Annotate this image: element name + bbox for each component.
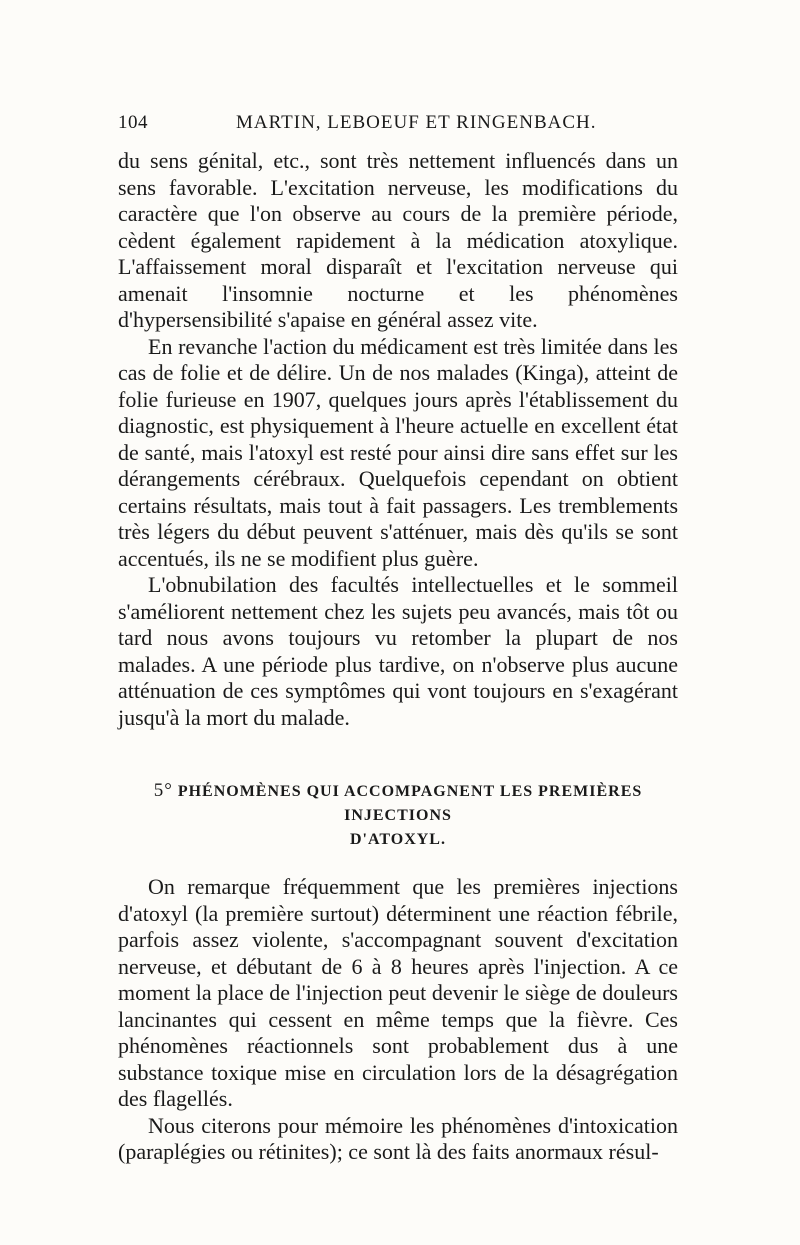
body-text bbox=[118, 148, 678, 1166]
section-heading bbox=[118, 779, 678, 852]
section-title-line2: D'ATOXYL. bbox=[350, 831, 446, 848]
section-title-line1: PHÉNOMÈNES QUI ACCOMPAGNENT LES PREMIÈRES INJECTIONS bbox=[177, 783, 643, 824]
section-number: 5° bbox=[153, 780, 173, 801]
paragraph: On remarque fréquemment que les premières injections d'atoxyl (la première surtout) déterminent une réaction fébrile, parfois assez violente, s'accompagnant souvent d'excitation nerveuse, et débutant de 6 à 8 heures après l'injection. A ce moment la place de l'injection peut devenir le siège de douleurs lancinantes qui cessent en même temps que la fièvre. Ces phénomènes réactionnels sont probablement dus à une substance toxique mise en circulation lors de la désagrégation des flagellés. bbox=[118, 874, 678, 1111]
page-number: 104 bbox=[118, 112, 148, 133]
paragraph: En revanche l'action du médicament est très limitée dans les cas de folie et de délire. Un de nos malades (Kinga), atteint de folie furieuse en 1907, quelques jours après l'établissement du diagnostic, est physiquement à l'heure actuelle en excellent état de santé, mais l'atoxyl est resté pour ainsi dire sans effet sur les dérangements cérébraux. Quelquefois cependant on obtient certains résultats, mais tout à fait passagers. Les tremblements très légers du début peuvent s'atténuer, mais dès qu'ils se sont accentués, ils ne se modifient plus guère. bbox=[118, 333, 678, 571]
paragraph: Nous citerons pour mémoire les phénomènes d'intoxication (paraplégies ou rétinites); ce sont là des faits anormaux résul- bbox=[118, 1112, 678, 1164]
paragraph: L'obnubilation des facultés intellectuelles et le sommeil s'améliorent nettement chez les sujets peu avancés, mais tôt ou tard nous avons toujours vu retomber la plupart de nos malades. A une période plus tardive, on n'observe plus aucune atténuation de ces symptômes qui vont toujours en s'exagérant jusqu'à la mort du malade. bbox=[118, 572, 678, 730]
running-title: MARTIN, LEBOEUF ET RINGENBACH. bbox=[236, 112, 597, 133]
paragraph: du sens génital, etc., sont très nettement influencés dans un sens favorable. L'excitation nerveuse, les modifications du caractère que l'on observe au cours de la première période, cèdent également rapidement à la médication atoxylique. L'affaissement moral disparaît et l'excitation nerveuse qui amenait l'insomnie nocturne et les phénomènes d'hypersensibilité s'apaise en général assez vite. bbox=[118, 148, 678, 332]
